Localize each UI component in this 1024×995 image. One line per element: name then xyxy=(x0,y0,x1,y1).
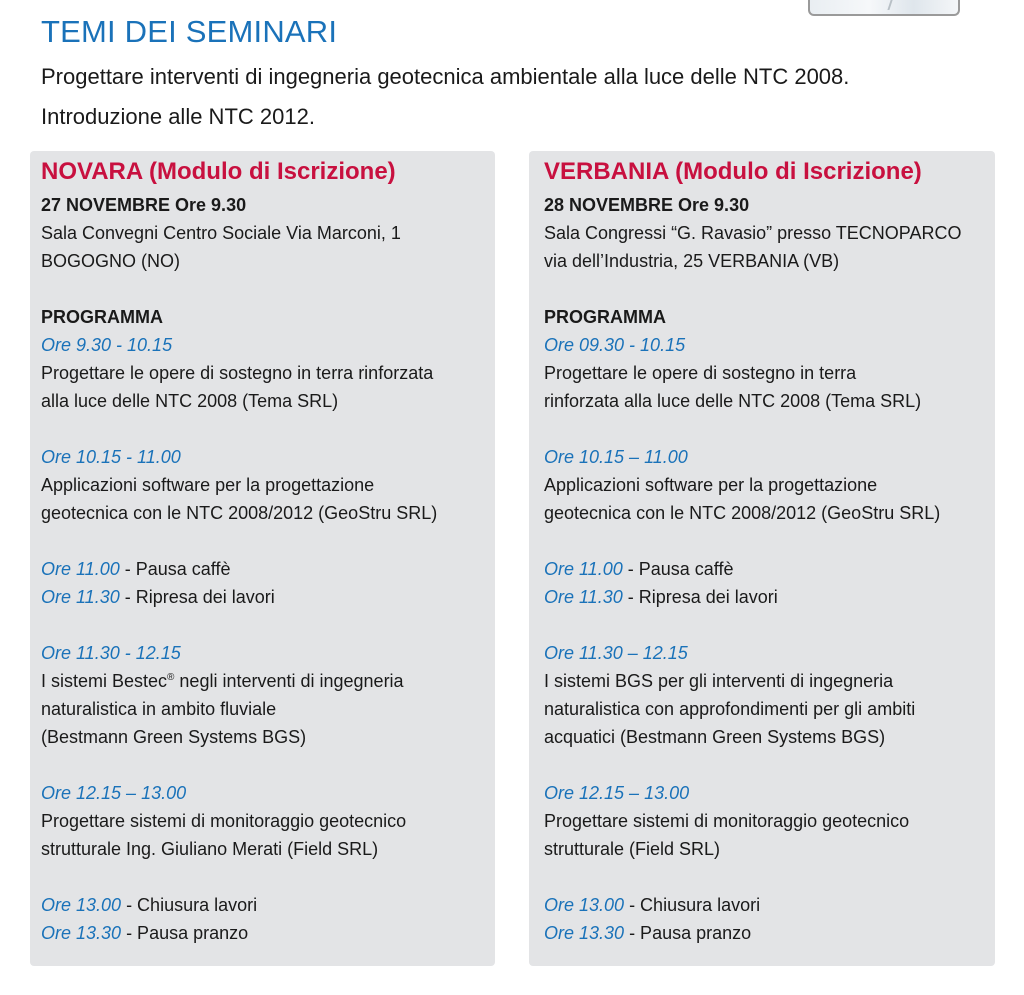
verbania-session-3-line-1: I sistemi BGS per gli interventi di ingegneria xyxy=(544,671,894,691)
novara-session-3-time: Ore 11.30 - 12.15 xyxy=(41,643,181,663)
novara-session-3-line-2: naturalistica in ambito fluviale xyxy=(41,699,277,719)
novara-session-4-line-2: strutturale Ing. Giuliano Merati (Field SRL) xyxy=(41,839,379,859)
verbania-end-2 xyxy=(544,919,995,947)
verbania-venue-line-2: via dell’Industria, 25 VERBANIA (VB) xyxy=(544,251,840,271)
novara-end-2-time: Ore 13.30 xyxy=(41,923,122,943)
novara-venue-line-1: Sala Convegni Centro Sociale Via Marconi, 1 xyxy=(41,223,401,243)
novara-end-2 xyxy=(41,919,495,947)
verbania-session-2-time: Ore 10.15 – 11.00 xyxy=(544,447,688,467)
verbania-end-1 xyxy=(544,891,995,919)
novara-session-1-line-1: Progettare le opere di sostegno in terra rinforzata xyxy=(41,363,434,383)
novara-session-3-line-1 xyxy=(41,667,495,695)
novara-session-4-line-1: Progettare sistemi di monitoraggio geotecnico xyxy=(41,811,407,831)
novara-break-2-time: Ore 11.30 xyxy=(41,587,120,607)
verbania-break-1 xyxy=(544,555,995,583)
verbania-end-1-text: - Chiusura lavori xyxy=(624,895,761,915)
verbania-session-2-line-1: Applicazioni software per la progettazione xyxy=(544,475,878,495)
novara-session-1-time: Ore 9.30 - 10.15 xyxy=(41,335,173,355)
verbania-end-2-time: Ore 13.30 xyxy=(544,923,625,943)
novara-end-2-text: - Pausa pranzo xyxy=(121,923,249,943)
novara-card xyxy=(30,151,495,966)
novara-break-1-text: - Pausa caffè xyxy=(119,559,231,579)
page-title: TEMI DEI SEMINARI xyxy=(41,14,338,49)
novara-session-1-line-2: alla luce delle NTC 2008 (Tema SRL) xyxy=(41,391,339,411)
novara-registration-link[interactable]: NOVARA (Modulo di Iscrizione) xyxy=(41,158,396,185)
verbania-end-1-time: Ore 13.00 xyxy=(544,895,625,915)
verbania-registration-link[interactable]: VERBANIA (Modulo di Iscrizione) xyxy=(544,158,922,185)
verbania-break-2-text: - Ripresa dei lavori xyxy=(622,587,778,607)
novara-end-1 xyxy=(41,891,495,919)
novara-session-2-time: Ore 10.15 - 11.00 xyxy=(41,447,181,467)
novara-break-1 xyxy=(41,555,495,583)
verbania-session-4-time: Ore 12.15 – 13.00 xyxy=(544,783,690,803)
verbania-break-1-text: - Pausa caffè xyxy=(622,559,734,579)
verbania-program-label: PROGRAMMA xyxy=(544,307,666,327)
novara-end-1-time: Ore 13.00 xyxy=(41,895,122,915)
novara-session-3-line-3: (Bestmann Green Systems BGS) xyxy=(41,727,307,747)
verbania-session-4-line-1: Progettare sistemi di monitoraggio geotecnico xyxy=(544,811,910,831)
novara-session-4-time: Ore 12.15 – 13.00 xyxy=(41,783,187,803)
novara-session-2-line-2: geotecnica con le NTC 2008/2012 (GeoStru SRL) xyxy=(41,503,438,523)
novara-session-3-line-1a: I sistemi Bestec xyxy=(41,671,168,691)
intro-line-2: Introduzione alle NTC 2012. xyxy=(41,104,315,129)
verbania-session-2-line-2: geotecnica con le NTC 2008/2012 (GeoStru SRL) xyxy=(544,503,941,523)
novara-break-1-time: Ore 11.00 xyxy=(41,559,120,579)
verbania-card xyxy=(529,151,995,966)
verbania-break-1-time: Ore 11.00 xyxy=(544,559,623,579)
novara-session-2-line-1: Applicazioni software per la progettazione xyxy=(41,475,375,495)
intro-line-1: Progettare interventi di ingegneria geotecnica ambientale alla luce delle NTC 2008. xyxy=(41,64,850,89)
novara-end-1-text: - Chiusura lavori xyxy=(121,895,258,915)
novara-session-3-line-1b: negli interventi di ingegneria xyxy=(174,671,404,691)
novara-program-label: PROGRAMMA xyxy=(41,307,163,327)
verbania-date: 28 NOVEMBRE Ore 9.30 xyxy=(544,195,750,215)
novara-break-2 xyxy=(41,583,495,611)
novara-venue-line-2: BOGOGNO (NO) xyxy=(41,251,180,271)
registered-mark: ® xyxy=(167,672,175,683)
verbania-session-3-time: Ore 11.30 – 12.15 xyxy=(544,643,688,663)
verbania-end-2-text: - Pausa pranzo xyxy=(624,923,752,943)
verbania-venue-line-1: Sala Congressi “G. Ravasio” presso TECNOPARCO xyxy=(544,223,962,243)
verbania-session-1-time: Ore 09.30 - 10.15 xyxy=(544,335,686,355)
verbania-session-4-line-2: strutturale (Field SRL) xyxy=(544,839,721,859)
speaker-photo-fragment xyxy=(808,0,960,16)
verbania-session-3-line-2: naturalistica con approfondimenti per gli ambiti xyxy=(544,699,916,719)
verbania-session-1-line-1: Progettare le opere di sostegno in terra xyxy=(544,363,857,383)
verbania-session-1-line-2: rinforzata alla luce delle NTC 2008 (Tema SRL) xyxy=(544,391,922,411)
verbania-break-2-time: Ore 11.30 xyxy=(544,587,623,607)
novara-break-2-text: - Ripresa dei lavori xyxy=(119,587,275,607)
novara-date: 27 NOVEMBRE Ore 9.30 xyxy=(41,195,247,215)
verbania-break-2 xyxy=(544,583,995,611)
verbania-session-3-line-3: acquatici (Bestmann Green Systems BGS) xyxy=(544,727,886,747)
